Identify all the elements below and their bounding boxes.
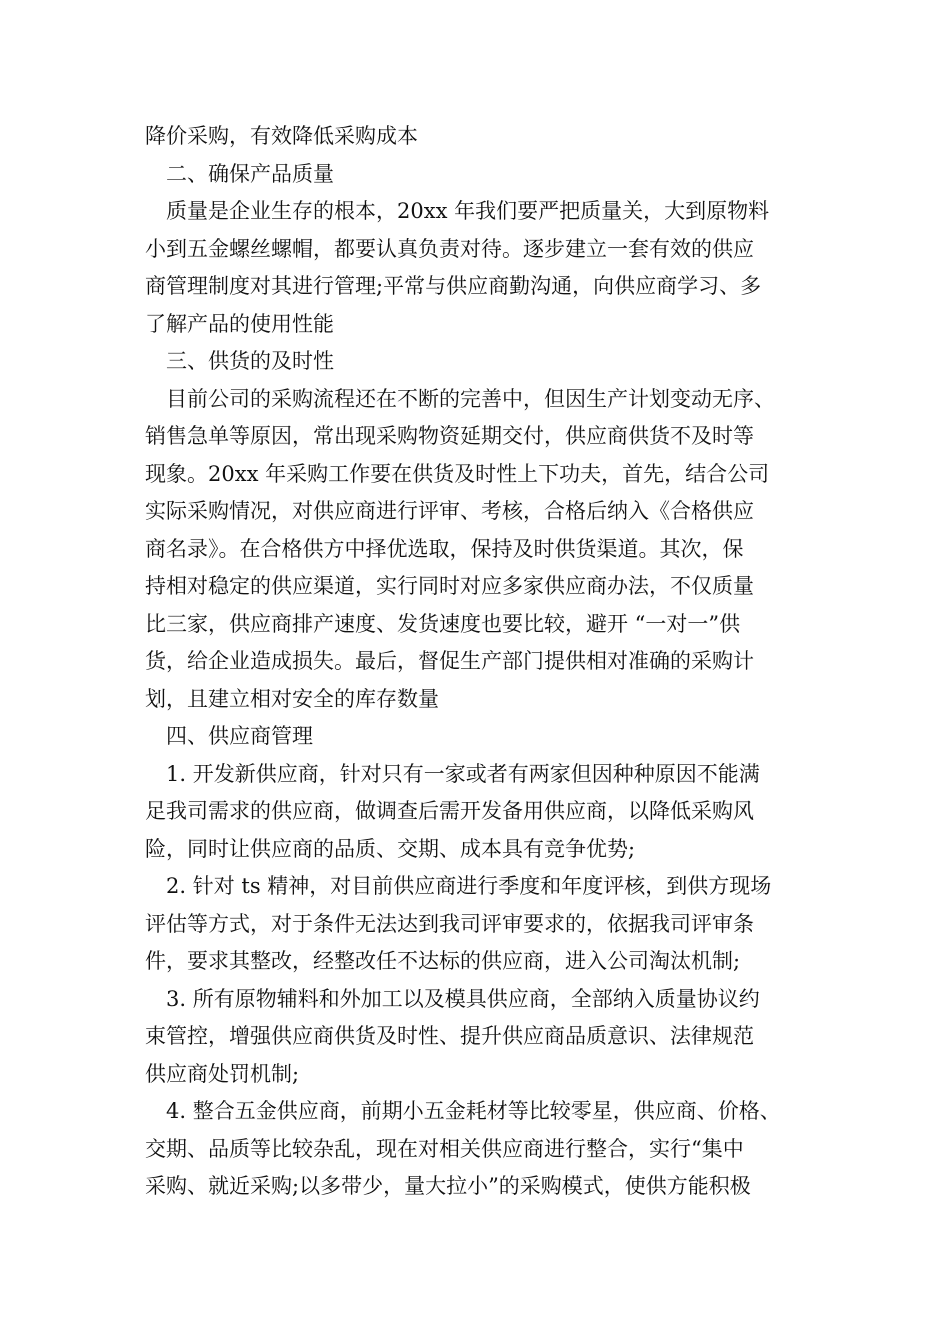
text-line: 足我司需求的供应商，做调查后需开发备用供应商，以降低采购风 [145,799,754,823]
text-line: 评估等方式，对于条件无法达到我司评审要求的，依据我司评审条 [145,911,754,936]
text-line: 销售急单等原因，常出现采购物资延期交付，供应商供货不及时等 [145,424,754,448]
text-line: 目前公司的采购流程还在不断的完善中，但因生产计划变动无序、 [166,386,775,411]
text-line: 现象。20xx 年采购工作要在供货及时性上下功夫，首先，结合公司 [145,461,770,486]
document-body [145,118,810,1206]
section-heading: 二、确保产品质量 [166,161,334,186]
text-line: 供应商处罚机制; [145,1061,300,1086]
text-line: 采购、就近采购;以多带少，量大拉小”的采购模式，使供方能积极 [145,1174,751,1198]
list-item: 1. 开发新供应商，针对只有一家或者有两家但因种种原因不能满 [166,761,760,786]
text-line: 比三家，供应商排产速度、发货速度也要比较，避开 “一对一”供 [145,611,741,636]
section-heading: 四、供应商管理 [166,724,313,748]
text-line: 持相对稳定的供应渠道，实行同时对应多家供应商办法，不仅质量 [145,574,754,598]
section-heading: 三、供货的及时性 [166,349,334,373]
text-line: 交期、品质等比较杂乱，现在对相关供应商进行整合，实行“集中 [145,1136,744,1161]
text-line: 商管理制度对其进行管理;平常与供应商勤沟通，向供应商学习、多 [145,274,762,298]
list-item: 3. 所有原物辅料和外加工以及模具供应商，全部纳入质量协议约 [166,986,760,1011]
text-line: 货，给企业造成损失。最后，督促生产部门提供相对准确的采购计 [145,649,754,673]
list-item: 2. 针对 ts 精神，对目前供应商进行季度和年度评核，到供方现场 [166,874,772,898]
list-item: 4. 整合五金供应商，前期小五金耗材等比较零星，供应商、价格、 [166,1099,781,1123]
text-line: 束管控，增强供应商供货及时性、提升供应商品质意识、法律规范 [145,1024,754,1048]
text-line: 划，且建立相对安全的库存数量 [145,686,439,711]
text-line: 商名录》。在合格供方中择优选取，保持及时供货渠道。其次，保 [145,536,744,561]
text-line: 质量是企业生存的根本，20xx 年我们要严把质量关，大到原物料 [166,199,770,223]
text-line: 险，同时让供应商的品质、交期、成本具有竞争优势; [145,836,636,861]
text-line: 小到五金螺丝螺帽，都要认真负责对待。逐步建立一套有效的供应 [145,236,754,261]
text-line: 了解产品的使用性能 [145,311,334,336]
text-line: 降价采购，有效降低采购成本 [145,124,418,148]
text-line: 件，要求其整改，经整改任不达标的供应商，进入公司淘汰机制; [145,949,741,973]
text-line: 实际采购情况，对供应商进行评审、考核，合格后纳入《合格供应 [145,499,754,523]
